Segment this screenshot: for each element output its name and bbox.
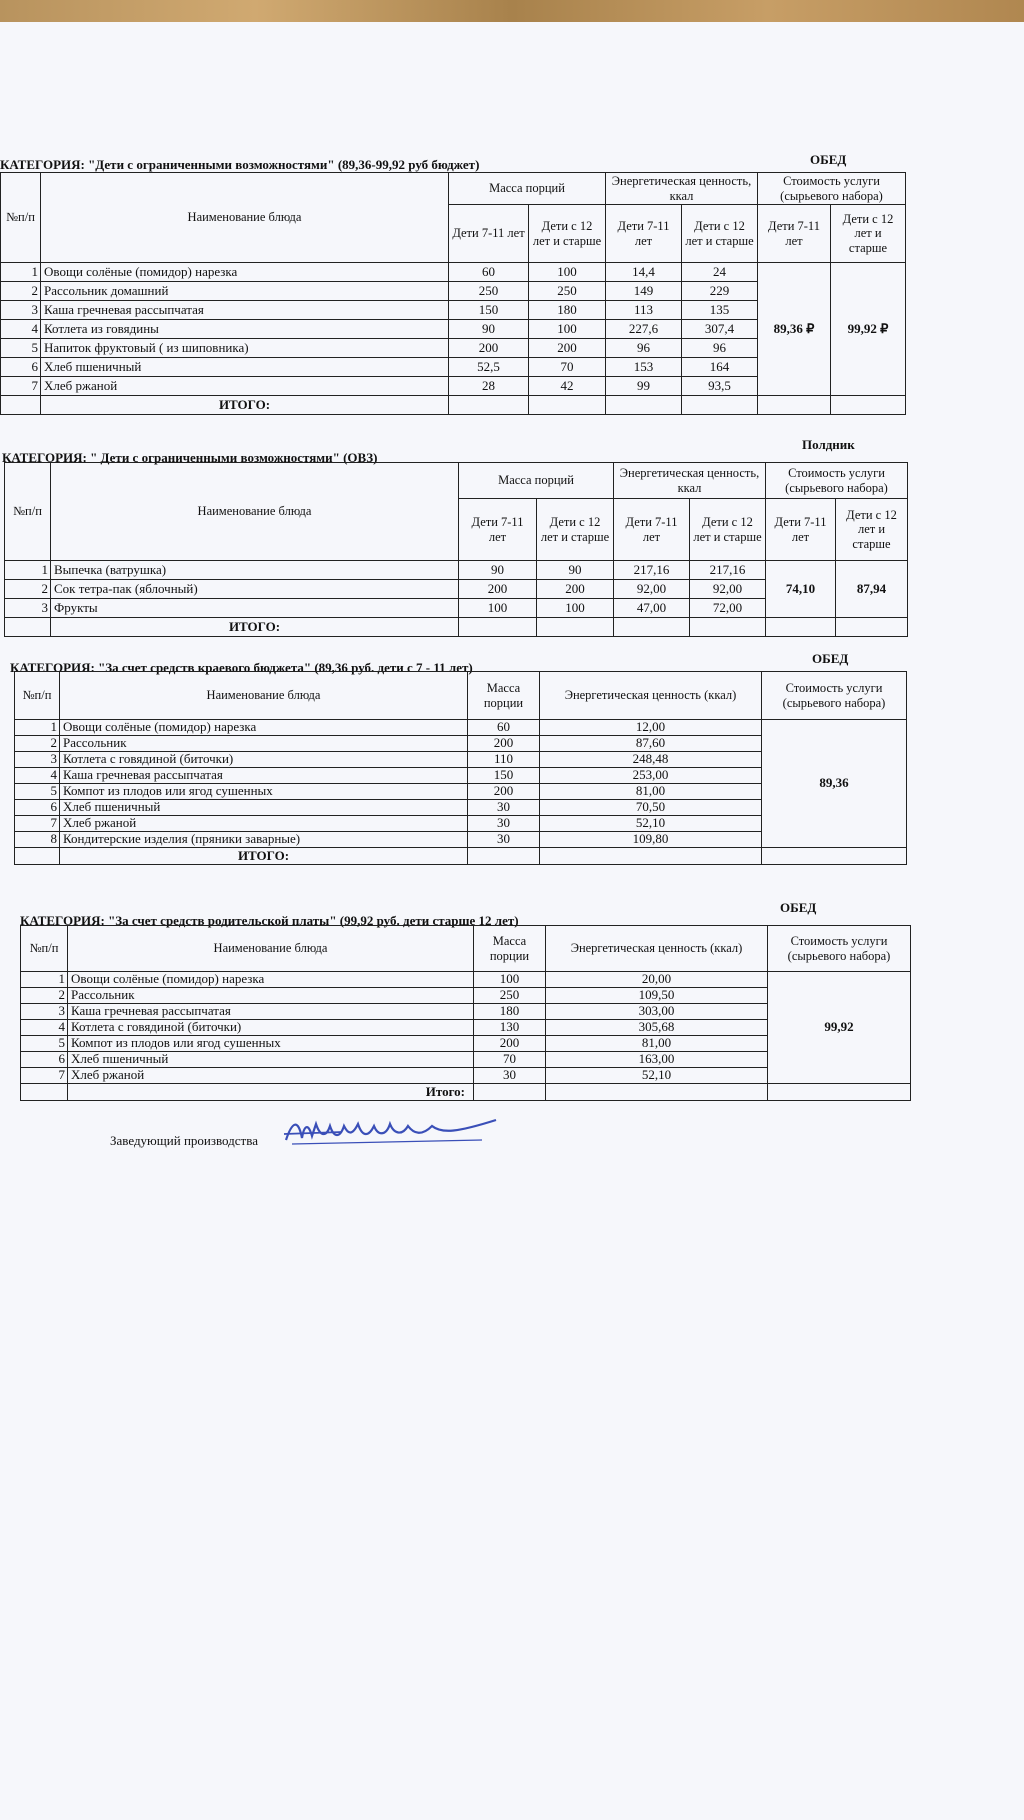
row-number: 6: [15, 800, 60, 816]
cost-7-11: 89,36 ₽: [758, 263, 831, 396]
mass: 30: [468, 816, 540, 832]
mass-12: 100: [529, 263, 606, 282]
row-number: 7: [21, 1068, 68, 1084]
energy: 163,00: [546, 1052, 768, 1068]
energy-7-11: 47,00: [614, 599, 690, 618]
row-number: 3: [15, 752, 60, 768]
section2-meal: Полдник: [802, 437, 855, 452]
row-number: 4: [1, 320, 41, 339]
mass-12: 100: [529, 320, 606, 339]
energy-12: 72,00: [690, 599, 766, 618]
row-number: 5: [1, 339, 41, 358]
row-number: 6: [1, 358, 41, 377]
energy: 248,48: [540, 752, 762, 768]
col-header-age-7-11: Дети 7-11 лет: [614, 499, 690, 561]
mass-12: 100: [537, 599, 614, 618]
dish-name: Овощи солёные (помидор) нарезка: [60, 720, 468, 736]
energy-7-11: 149: [606, 282, 682, 301]
section4-title: КАТЕГОРИЯ: "За счет средств родительской платы" (99,92 руб. дети старше 12 лет): [20, 913, 519, 928]
mass: 100: [474, 972, 546, 988]
dish-name: Котлета из говядины: [41, 320, 449, 339]
col-header-cost: Стоимость услуги (сырьевого набора): [762, 672, 907, 720]
section4-table: [20, 925, 911, 1101]
dish-name: Каша гречневая рассыпчатая: [41, 301, 449, 320]
row-number: 4: [15, 768, 60, 784]
mass-7-11: 52,5: [449, 358, 529, 377]
section3-table: [14, 671, 907, 865]
table-row: [21, 972, 911, 988]
energy-7-11: 113: [606, 301, 682, 320]
row-number: 3: [21, 1004, 68, 1020]
mass: 60: [468, 720, 540, 736]
dish-name: Выпечка (ватрушка): [51, 561, 459, 580]
energy: 20,00: [546, 972, 768, 988]
dish-name: Хлеб пшеничный: [41, 358, 449, 377]
col-header-mass: Масса порций: [449, 173, 606, 205]
cost-7-11: 74,10: [766, 561, 836, 618]
col-header-energy: Энергетическая ценность, ккал: [606, 173, 758, 205]
dish-name: Хлеб пшеничный: [60, 800, 468, 816]
dish-name: Овощи солёные (помидор) нарезка: [68, 972, 474, 988]
mass: 200: [468, 784, 540, 800]
energy: 81,00: [546, 1036, 768, 1052]
energy-12: 96: [682, 339, 758, 358]
row-number: 7: [1, 377, 41, 396]
table-row: [1, 263, 906, 282]
col-header-energy: Энергетическая ценность (ккал): [546, 926, 768, 972]
col-header-cost: Стоимость услуги (сырьевого набора): [768, 926, 911, 972]
row-number: 1: [15, 720, 60, 736]
dish-name: Рассольник: [60, 736, 468, 752]
col-header-cost: Стоимость услуги (сырьевого набора): [766, 463, 908, 499]
row-number: 2: [21, 988, 68, 1004]
dish-name: Хлеб ржаной: [68, 1068, 474, 1084]
dish-name: Каша гречневая рассыпчатая: [60, 768, 468, 784]
col-header-mass: Масса порции: [468, 672, 540, 720]
col-header-dish: Наименование блюда: [68, 926, 474, 972]
mass: 30: [468, 800, 540, 816]
mass-12: 200: [529, 339, 606, 358]
cost: 89,36: [762, 720, 907, 848]
mass-7-11: 100: [459, 599, 537, 618]
total-row: [1, 396, 906, 415]
col-header-age-12: Дети с 12 лет и старше: [537, 499, 614, 561]
col-header-mass: Масса порций: [459, 463, 614, 499]
mass-7-11: 90: [459, 561, 537, 580]
energy: 109,80: [540, 832, 762, 848]
mass-7-11: 150: [449, 301, 529, 320]
col-header-number: №п/п: [1, 173, 41, 263]
dish-name: Котлета с говядиной (биточки): [60, 752, 468, 768]
dish-name: Каша гречневая рассыпчатая: [68, 1004, 474, 1020]
total-row: [21, 1084, 911, 1101]
col-header-age-12: Дети с 12 лет и старше: [529, 205, 606, 263]
dish-name: Фрукты: [51, 599, 459, 618]
total-label: ИТОГО:: [51, 618, 459, 637]
col-header-age-7-11: Дети 7-11 лет: [606, 205, 682, 263]
col-header-age-12: Дети с 12 лет и старше: [831, 205, 906, 263]
col-header-age-7-11: Дети 7-11 лет: [449, 205, 529, 263]
signature-label: Заведующий производства: [110, 1133, 258, 1148]
col-header-energy: Энергетическая ценность, ккал: [614, 463, 766, 499]
dish-name: Сок тетра-пак (яблочный): [51, 580, 459, 599]
cost-12: 99,92 ₽: [831, 263, 906, 396]
row-number: 1: [21, 972, 68, 988]
cost-12: 87,94: [836, 561, 908, 618]
col-header-age-12: Дети с 12 лет и старше: [682, 205, 758, 263]
energy-7-11: 217,16: [614, 561, 690, 580]
col-header-age-7-11: Дети 7-11 лет: [766, 499, 836, 561]
cost: 99,92: [768, 972, 911, 1084]
col-header-number: №п/п: [5, 463, 51, 561]
dish-name: Рассольник: [68, 988, 474, 1004]
table-row: [15, 720, 907, 736]
energy: 52,10: [540, 816, 762, 832]
mass: 110: [468, 752, 540, 768]
row-number: 1: [5, 561, 51, 580]
section3-title: КАТЕГОРИЯ: "За счет средств краевого бюджета" (89,36 руб. дети с 7 - 11 лет): [10, 660, 473, 675]
total-label: Итого:: [68, 1084, 474, 1101]
energy-12: 217,16: [690, 561, 766, 580]
energy-7-11: 153: [606, 358, 682, 377]
section1-title: КАТЕГОРИЯ: "Дети с ограниченными возможностями" (89,36-99,92 руб бюджет): [0, 157, 480, 172]
energy-12: 24: [682, 263, 758, 282]
row-number: 5: [21, 1036, 68, 1052]
mass-12: 90: [537, 561, 614, 580]
total-label: ИТОГО:: [41, 396, 449, 415]
mass-7-11: 60: [449, 263, 529, 282]
mass: 130: [474, 1020, 546, 1036]
row-number: 3: [1, 301, 41, 320]
dish-name: Овощи солёные (помидор) нарезка: [41, 263, 449, 282]
col-header-age-12: Дети с 12 лет и старше: [690, 499, 766, 561]
row-number: 4: [21, 1020, 68, 1036]
col-header-number: №п/п: [21, 926, 68, 972]
dish-name: Хлеб ржаной: [60, 816, 468, 832]
energy-7-11: 227,6: [606, 320, 682, 339]
section1-meal: ОБЕД: [810, 152, 847, 167]
energy-12: 229: [682, 282, 758, 301]
row-number: 5: [15, 784, 60, 800]
energy-12: 93,5: [682, 377, 758, 396]
row-number: 2: [15, 736, 60, 752]
mass-12: 200: [537, 580, 614, 599]
total-row: [15, 848, 907, 865]
dish-name: Рассольник домашний: [41, 282, 449, 301]
dish-name: Котлета с говядиной (биточки): [68, 1020, 474, 1036]
row-number: 2: [1, 282, 41, 301]
energy-12: 307,4: [682, 320, 758, 339]
col-header-age-12: Дети с 12 лет и старше: [836, 499, 908, 561]
mass-7-11: 28: [449, 377, 529, 396]
mass: 30: [468, 832, 540, 848]
dish-name: Кондитерские изделия (пряники заварные): [60, 832, 468, 848]
energy-12: 92,00: [690, 580, 766, 599]
total-label: ИТОГО:: [60, 848, 468, 865]
mass-7-11: 200: [449, 339, 529, 358]
table-row: [5, 561, 908, 580]
energy: 253,00: [540, 768, 762, 784]
dish-name: Компот из плодов или ягод сушенных: [60, 784, 468, 800]
total-row: [5, 618, 908, 637]
col-header-dish: Наименование блюда: [60, 672, 468, 720]
energy-7-11: 14,4: [606, 263, 682, 282]
dish-name: Компот из плодов или ягод сушенных: [68, 1036, 474, 1052]
section2-table: [4, 462, 908, 637]
dish-name: Хлеб ржаной: [41, 377, 449, 396]
section4-meal: ОБЕД: [780, 900, 817, 915]
energy-7-11: 96: [606, 339, 682, 358]
col-header-mass: Масса порции: [474, 926, 546, 972]
dish-name: Напиток фруктовый ( из шиповника): [41, 339, 449, 358]
energy-12: 135: [682, 301, 758, 320]
energy: 87,60: [540, 736, 762, 752]
dish-name: Хлеб пшеничный: [68, 1052, 474, 1068]
col-header-age-7-11: Дети 7-11 лет: [758, 205, 831, 263]
row-number: 1: [1, 263, 41, 282]
col-header-cost: Стоимость услуги (сырьевого набора): [758, 173, 906, 205]
row-number: 7: [15, 816, 60, 832]
energy-7-11: 92,00: [614, 580, 690, 599]
row-number: 2: [5, 580, 51, 599]
energy-12: 164: [682, 358, 758, 377]
mass: 200: [468, 736, 540, 752]
energy: 109,50: [546, 988, 768, 1004]
row-number: 6: [21, 1052, 68, 1068]
mass-12: 42: [529, 377, 606, 396]
col-header-age-7-11: Дети 7-11 лет: [459, 499, 537, 561]
mass: 180: [474, 1004, 546, 1020]
row-number: 8: [15, 832, 60, 848]
mass-7-11: 200: [459, 580, 537, 599]
energy: 12,00: [540, 720, 762, 736]
mass-12: 180: [529, 301, 606, 320]
mass: 250: [474, 988, 546, 1004]
mass: 150: [468, 768, 540, 784]
col-header-dish: Наименование блюда: [51, 463, 459, 561]
energy-7-11: 99: [606, 377, 682, 396]
mass: 30: [474, 1068, 546, 1084]
section1-table: [0, 172, 906, 415]
section3-meal: ОБЕД: [812, 651, 849, 666]
row-number: 3: [5, 599, 51, 618]
col-header-number: №п/п: [15, 672, 60, 720]
col-header-dish: Наименование блюда: [41, 173, 449, 263]
mass-12: 70: [529, 358, 606, 377]
mass-12: 250: [529, 282, 606, 301]
energy: 70,50: [540, 800, 762, 816]
mass-7-11: 90: [449, 320, 529, 339]
energy: 81,00: [540, 784, 762, 800]
mass: 200: [474, 1036, 546, 1052]
energy: 303,00: [546, 1004, 768, 1020]
col-header-energy: Энергетическая ценность (ккал): [540, 672, 762, 720]
section2-title: КАТЕГОРИЯ: " Дети с ограниченными возможностями" (ОВЗ): [2, 450, 378, 465]
energy: 305,68: [546, 1020, 768, 1036]
energy: 52,10: [546, 1068, 768, 1084]
signature-icon: [282, 1112, 502, 1148]
mass-7-11: 250: [449, 282, 529, 301]
mass: 70: [474, 1052, 546, 1068]
